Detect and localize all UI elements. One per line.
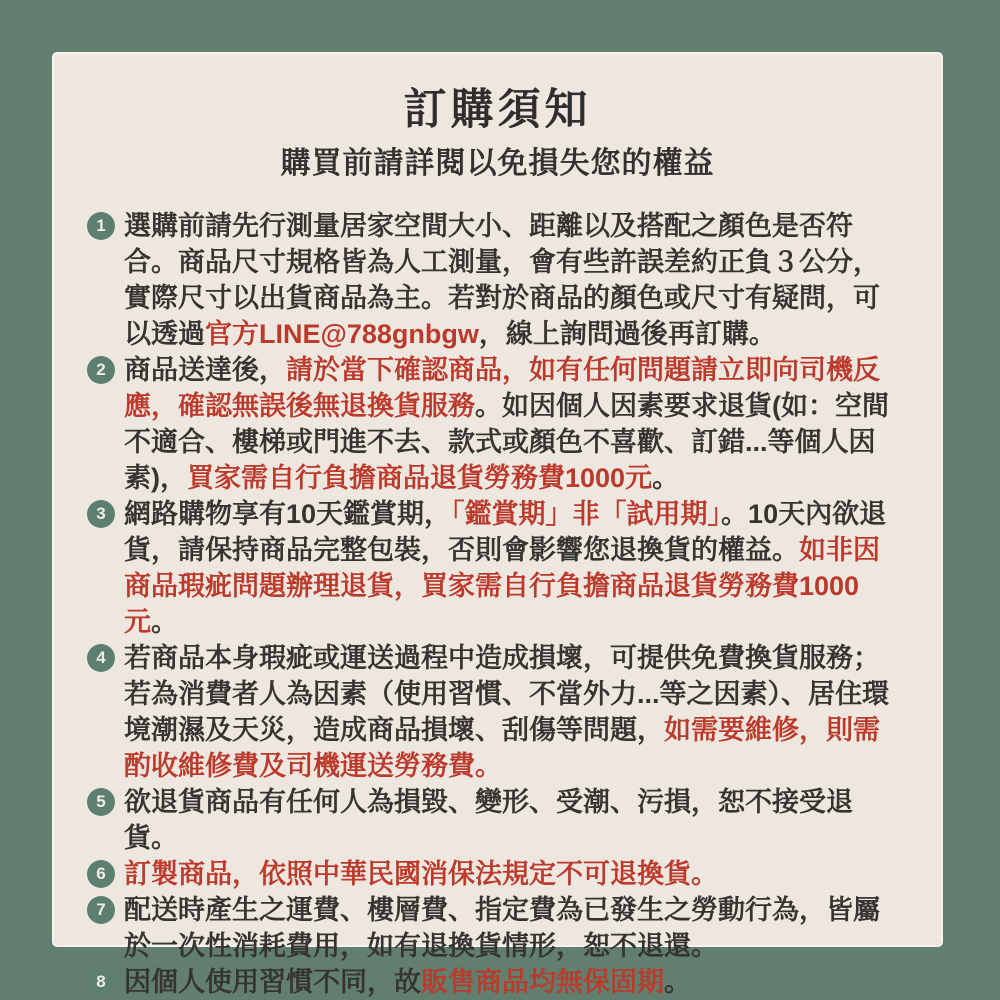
notice-item [87, 784, 905, 856]
notice-text-segment: 。10天內欲退貨，請保持商品完整包裝，否則會影響您退換貨的權益。 [124, 499, 887, 565]
notice-text-highlight: 訂製商品，依照中華民國消保法規定不可退換貨。 [124, 859, 718, 889]
notice-text-highlight: 請於當下確認商品，如有任何問題請立即向司機反應，確認無誤後無退換貨服務 [124, 355, 880, 421]
notice-text-segment: 配送時產生之運費、樓層費、指定費為已發生之勞動行為，皆屬於一次性消耗費用，如有退換貨情形，恕不退還。 [124, 895, 880, 961]
notice-text-segment: 。 [664, 967, 691, 997]
notice-text-highlight: 販售商品均無保固期 [421, 967, 664, 997]
notice-text-segment: 。 [652, 463, 680, 493]
notice-list [87, 208, 905, 1000]
notice-text-segment: 因個人使用習慣不同，故 [124, 967, 421, 997]
notice-text [124, 784, 905, 856]
notice-text-segment: 若商品本身瑕疵或運送過程中造成損壞，可提供免費換貨服務；若為消費者人為因素（使用習慣、不當外力...等之因素）、居住環境潮濕及天災，造成商品損壞、刮傷等問題， [124, 643, 890, 745]
notice-item [87, 856, 905, 892]
item-number-badge: 8 [87, 968, 115, 996]
notice-text-segment: 商品送達後， [124, 355, 286, 385]
item-number-badge: 1 [87, 212, 115, 240]
page-title: 訂購須知 [403, 86, 592, 134]
notice-text [124, 964, 905, 1000]
notice-item [87, 496, 905, 640]
notice-item [87, 964, 905, 1000]
notice-text-segment: 網路購物享有10天鑑賞期， [124, 499, 452, 529]
notice-item [87, 892, 905, 964]
notice-text [124, 856, 905, 892]
item-number-badge: 2 [87, 356, 115, 384]
notice-text [124, 352, 905, 496]
notice-text-segment: ，線上詢問過後再訂購。 [478, 319, 776, 349]
notice-text-highlight: 如非因商品瑕疵問題辦理退貨，買家需自行負擔商品退貨勞務費1000元 [124, 535, 880, 637]
notice-item [87, 640, 905, 784]
notice-text-segment: 選購前請先行測量居家空間大小、距離以及搭配之顏色是否符合。商品尺寸規格皆為人工測量，會有些許誤差約正負３公分，實際尺寸以出貨商品為主。若對於商品的顏色或尺寸有疑問，可以透過 [124, 211, 880, 349]
notice-text [124, 892, 905, 964]
notice-text [124, 496, 905, 640]
notice-text-segment: 欲退貨商品有任何人為損毀、變形、受潮、污損，恕不接受退貨。 [124, 787, 853, 853]
notice-text-highlight: 如需要維修，則需酌收維修費及司機運送勞務費。 [124, 715, 880, 781]
notice-item [87, 352, 905, 496]
notice-text-highlight: 「鑑賞期」非「試用期」 [451, 499, 722, 529]
page-subtitle: 購買前請詳閱以免損失您的權益 [280, 147, 715, 180]
notice-text-segment: 。 [151, 607, 178, 637]
notice-text [124, 208, 905, 352]
item-number-badge: 6 [87, 860, 115, 888]
notice-text [124, 640, 905, 784]
item-number-badge: 5 [87, 788, 115, 816]
notice-text-highlight: 官方LINE@788gnbgw [205, 319, 479, 349]
item-number-badge: 7 [87, 896, 115, 924]
notice-text-highlight: 買家需自行負擔商品退貨勞務費1000元 [187, 463, 653, 493]
item-number-badge: 4 [87, 644, 115, 672]
item-number-badge: 3 [87, 500, 115, 528]
notice-card [52, 52, 943, 997]
notice-item [87, 208, 905, 352]
notice-text-segment: 。如因個人因素要求退貨(如：空間不適合、樓梯或門進不去、款式或顏色不喜歡、訂錯...等個人因素)， [124, 391, 889, 493]
